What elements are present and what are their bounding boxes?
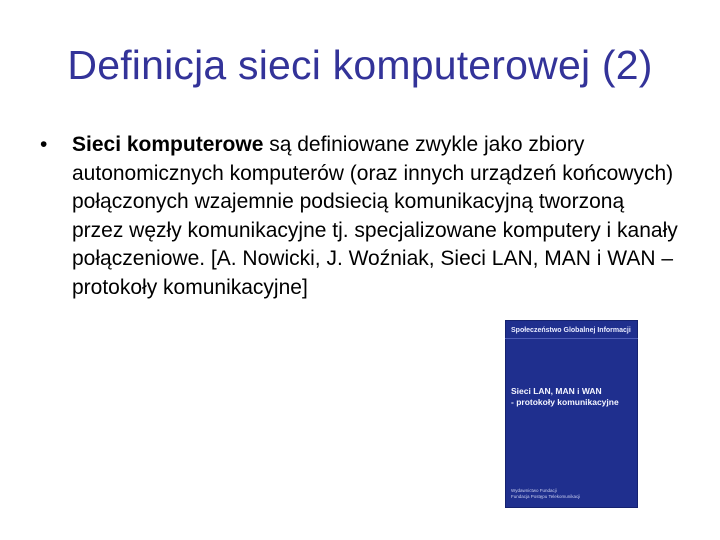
bullet-definition: są definiowane zwykle jako zbiory autonomicznych komputerów (oraz innych urządzeń końcowych) połączonych wzajemnie podsiecią komunikacyjną tworzoną przez węzły komunikacyjne tj. specjalizowane komputery i kanały połączeniowe. [A. Nowicki, J. Woźniak, Sieci LAN, MAN i WAN – protokoły komunikacyjne] [72, 133, 678, 299]
book-publisher [511, 488, 580, 500]
bullet-text [72, 131, 680, 303]
book-publisher-line-1: Wydawnictwo Fundacji [511, 488, 557, 493]
book-title [511, 386, 619, 408]
slide-title: Definicja sieci komputerowej (2) [67, 42, 653, 88]
book-cover-image [505, 320, 638, 508]
book-series-divider [505, 338, 638, 339]
bullet-marker: • [40, 133, 48, 156]
bullet-term: Sieci komputerowe [72, 133, 264, 156]
book-series-label: Społeczeństwo Globalnej Informacji [511, 327, 631, 334]
book-title-line-2: - protokoły komunikacyjne [511, 397, 619, 407]
book-title-line-1: Sieci LAN, MAN i WAN [511, 386, 602, 396]
bullet-item [40, 131, 680, 303]
book-publisher-line-2: Fundacja Postępu Telekomunikacji [511, 494, 581, 499]
